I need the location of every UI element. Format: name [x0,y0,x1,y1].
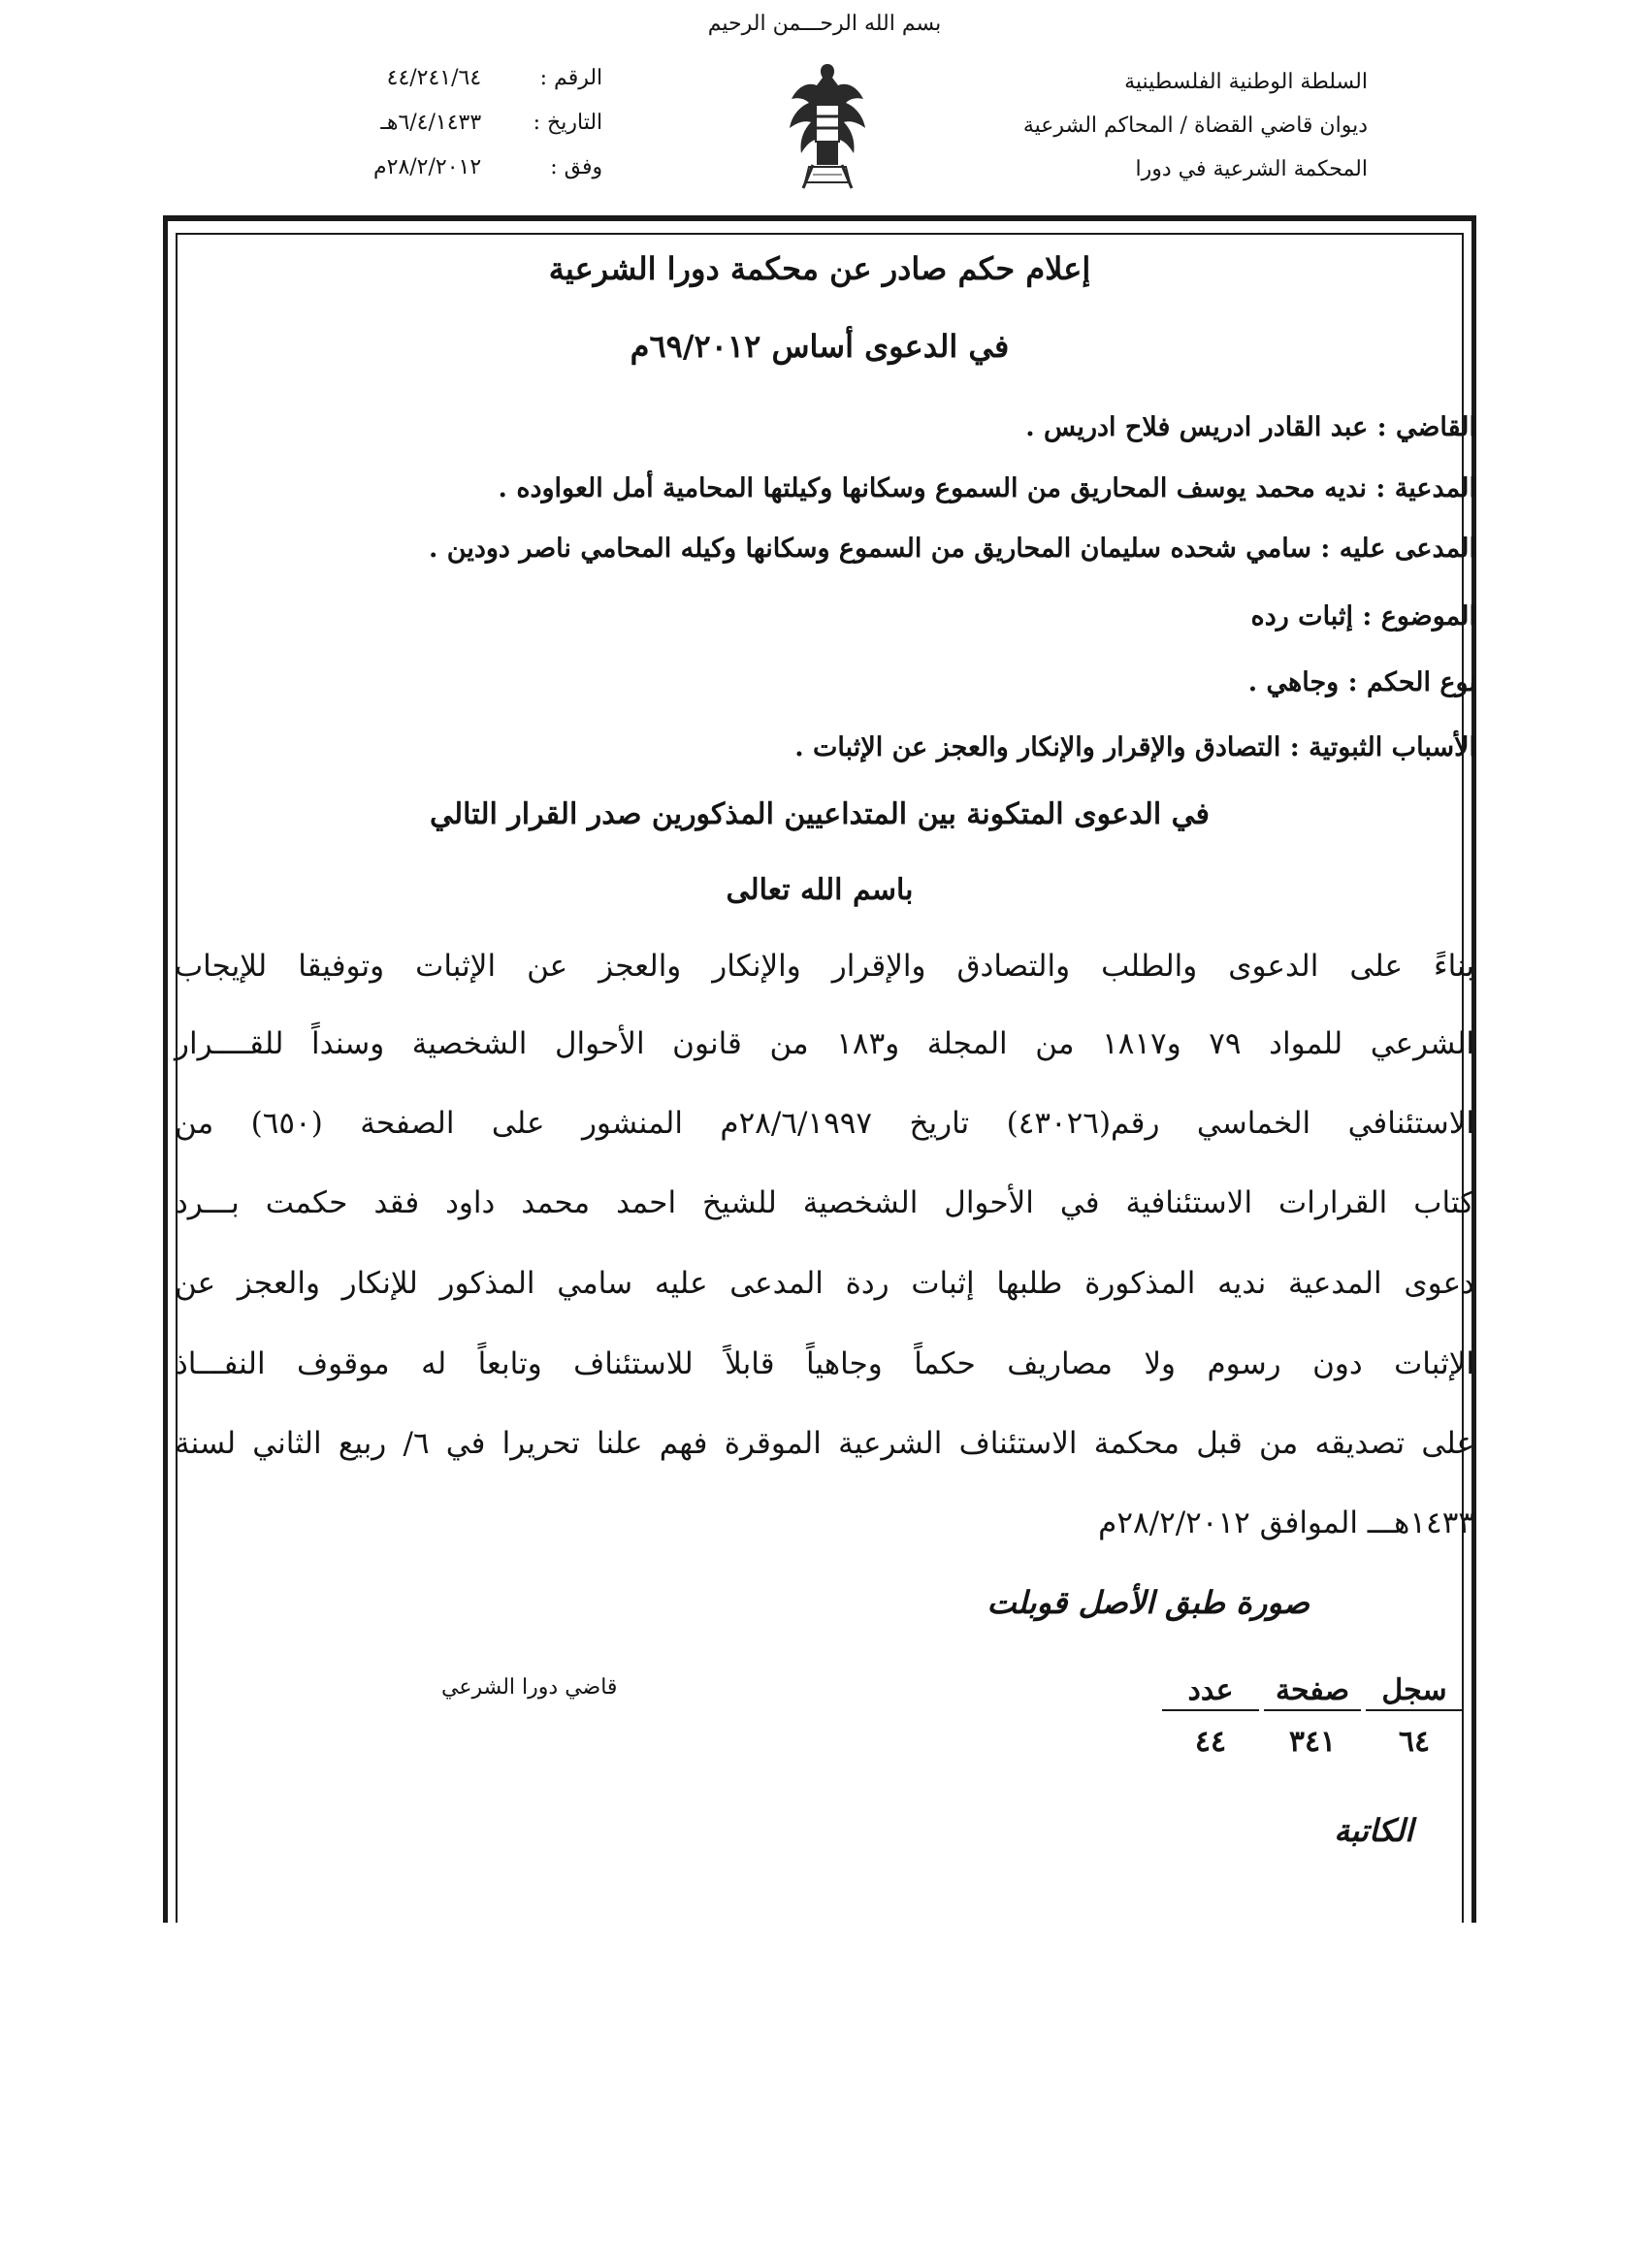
reference-label: الرقم : [539,66,603,90]
body-line: كتاب القرارات الاستئنافية في الأحوال الشخصية للشيخ احمد محمد داود فقد حكمت بـــرد [175,1185,1474,1220]
body-line: الاستئنافي الخماسي رقم(٤٣٠٢٦) تاريخ ٢٨/٦/١٩٩٧م المنشور على الصفحة (٦٥٠) من [175,1106,1475,1141]
register-header: سجل [1366,1673,1463,1711]
body-line: بناءً على الدعوى والطلب والتصادق والإقرار والإنكار والعجز عن الإثبات وتوفيقا للإيجاب [175,949,1474,984]
plaintiff-field: المدعية : نديه محمد يوسف المحاريق من السموع وسكانها وكيلتها المحامية أمل العواوده . [498,473,1476,503]
document-title: إعلام حكم صادر عن محكمة دورا الشرعية [548,250,1091,287]
basmala: بسم الله الرحـــمن الرحيم [707,12,942,36]
page-value: ٣٤١ [1288,1725,1337,1759]
name-of-god-heading: باسم الله تعالى [726,873,914,907]
reference-number-row [373,56,602,101]
gregorian-date-row [373,146,602,190]
register-value: ٦٤ [1398,1725,1431,1759]
hijri-date-value: ٦/٤/١٤٣٣هـ [380,111,482,135]
ruling-type-field: نوع الحكم : وجاهي . [1247,667,1476,697]
body-line: على تصديقه من قبل محكمة الاستئناف الشرعية الموقرة فهم علنا تحريرا في ٦/ ربيع الثاني لسنة [175,1426,1474,1461]
decision-heading: في الدعوى المتكونة بين المتداعيين المذكورين صدر القرار التالي [430,797,1210,831]
court-name: المحكمة الشرعية في دورا [1135,157,1368,181]
gregorian-date-label: وفق : [550,155,603,179]
palestinian-eagle-emblem [784,56,871,202]
department-name: ديوان قاضي القضاة / المحاكم الشرعية [1022,113,1368,138]
document-border [163,215,1476,1923]
body-line-last: ١٤٣٣هـــ الموافق ٢٨/٢/٢٠١٢م [1098,1506,1474,1540]
hijri-date-row [373,101,602,146]
authority-name: السلطة الوطنية الفلسطينية [1124,70,1368,94]
evidentiary-grounds-field: الأسباب الثبوتية : التصادق والإقرار والإنكار والعجز عن الإثبات . [794,732,1476,762]
number-header: عدد [1162,1673,1259,1711]
certified-copy-stamp: صورة طبق الأصل قوبلت [986,1584,1310,1621]
reference-block [373,56,602,190]
clerk-signature: الكاتبة [1334,1812,1413,1849]
page-header: صفحة [1264,1673,1361,1711]
defendant-field: المدعى عليه : سامي شحده سليمان المحاريق من السموع وسكانها وكيله المحامي ناصر دودين . [429,534,1476,564]
case-number-title: في الدعوى أساس ٦٩/٢٠١٢م [630,328,1010,365]
issuer-block [1023,60,1368,191]
body-line: الإثبات دون رسوم ولا مصاريف حكماً وجاهياً قابلاً للاستئناف وتابعاً له موقوف النفـــاذ [175,1346,1474,1381]
judge-signature-label: قاضي دورا الشرعي [441,1675,618,1700]
hijri-date-label: التاريخ : [533,111,603,135]
reference-value: ٤٤/٢٤١/٦٤ [386,66,482,90]
judge-field: القاضي : عبد القادر ادريس فلاح ادريس . [1025,412,1476,442]
body-line: دعوى المدعية نديه المذكورة طلبها إثبات ردة المدعى عليه سامي المذكور للإنكار والعجز عن [175,1266,1474,1301]
number-value: ٤٤ [1194,1725,1227,1759]
subject-field: الموضوع : إثبات رده [1250,601,1476,632]
body-line: الشرعي للمواد ٧٩ و١٨١٧ من المجلة و١٨٣ من قانون الأحوال الشخصية وسنداً للقــــرار [175,1026,1474,1061]
gregorian-date-value: ٢٨/٢/٢٠١٢م [373,155,482,179]
